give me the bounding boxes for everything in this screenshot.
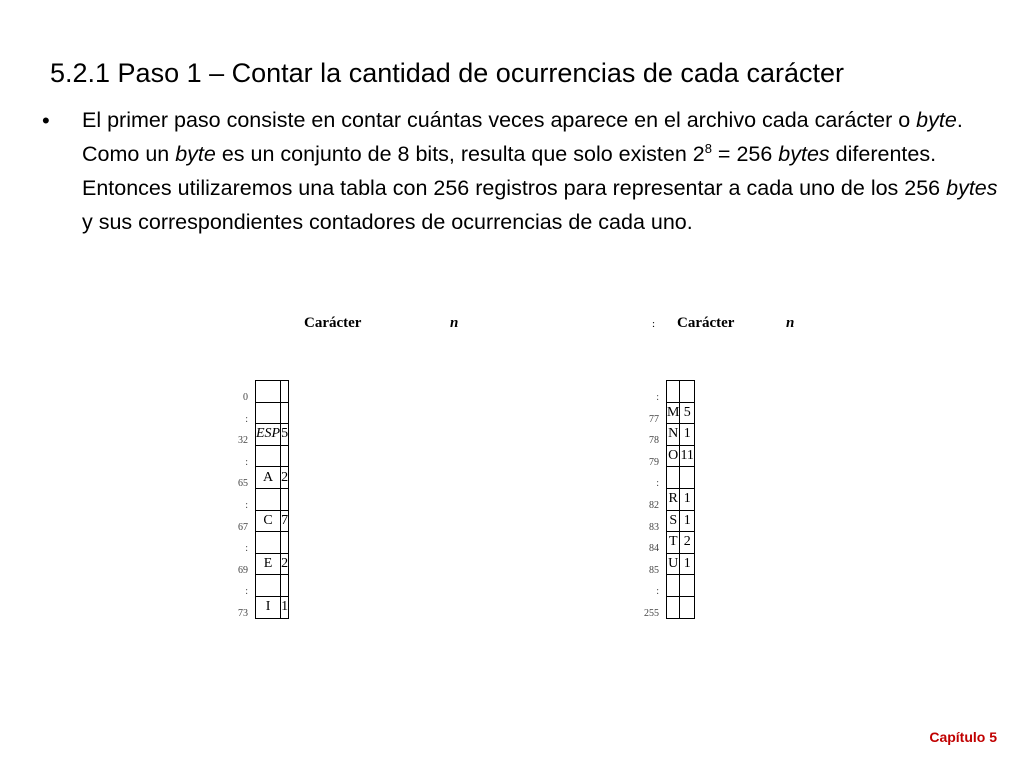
bullet-text-5: es un conjunto de 8 bits, resulta que solo existen 2	[215, 142, 705, 166]
bullet-dot: •	[42, 108, 50, 133]
bullet-text-byte-2: byte	[175, 142, 216, 166]
table-row	[667, 596, 695, 618]
count-cell: 11	[680, 445, 694, 467]
count-cell: 1	[680, 553, 694, 575]
table-row	[256, 381, 289, 403]
count-cell: 5	[680, 402, 694, 424]
count-cell: 1	[680, 510, 694, 532]
table-row	[667, 553, 695, 575]
char-cell	[667, 381, 680, 403]
bullet-exponent: 8	[704, 140, 712, 156]
count-cell	[680, 596, 694, 618]
bullet-text-byte-1: byte	[916, 108, 957, 132]
count-cell	[680, 575, 694, 597]
char-cell: A	[256, 467, 281, 489]
bullet-text-bytes-1: bytes	[778, 142, 830, 166]
count-cell	[281, 532, 289, 554]
left-table	[255, 380, 289, 619]
table-row	[256, 424, 289, 446]
count-cell	[281, 402, 289, 424]
bullet-text-7: = 256	[711, 142, 779, 166]
table-row	[256, 596, 289, 618]
count-cell	[281, 381, 289, 403]
bullet-text-9: diferentes. Entonces utilizaremos una tabla con 256 registros para representar a cada uno de los 256	[82, 142, 947, 200]
slide-title: 5.2.1 Paso 1 – Contar la cantidad de ocurrencias de cada carácter	[50, 58, 844, 89]
row-index-label: :	[245, 456, 248, 468]
row-index-label: 255	[644, 608, 659, 619]
row-index-label: 83	[649, 521, 659, 533]
count-cell: 5	[281, 424, 289, 446]
row-index-label: 73	[238, 608, 248, 619]
row-index-label: :	[245, 586, 248, 598]
count-cell: 1	[680, 424, 694, 446]
count-cell	[281, 488, 289, 510]
char-cell	[256, 532, 281, 554]
table-row	[667, 424, 695, 446]
chapter-footer: Capítulo 5	[929, 729, 997, 745]
char-cell: N	[667, 424, 680, 446]
char-cell	[667, 467, 680, 489]
char-cell: I	[256, 596, 281, 618]
row-index-label: :	[656, 586, 659, 598]
table-row	[256, 488, 289, 510]
right-header-char: Carácter	[677, 315, 735, 331]
char-cell: C	[256, 510, 281, 532]
row-index-label: 79	[649, 456, 659, 468]
count-cell	[281, 445, 289, 467]
count-cell	[281, 575, 289, 597]
right-table	[666, 380, 695, 619]
bullet-text-bytes-2: bytes	[946, 176, 998, 200]
count-cell: 2	[281, 553, 289, 575]
char-cell	[667, 596, 680, 618]
count-cell	[680, 381, 694, 403]
char-cell: R	[667, 488, 680, 510]
table-row	[667, 575, 695, 597]
char-cell: ESP	[256, 424, 281, 446]
table-row	[667, 532, 695, 554]
bullet-text-11: y sus correspondientes contadores de ocurrencias de cada uno.	[82, 210, 693, 234]
char-cell: E	[256, 553, 281, 575]
left-header-char: Carácter	[304, 315, 362, 331]
char-cell	[256, 488, 281, 510]
row-index-label: :	[656, 392, 659, 403]
table-row	[256, 467, 289, 489]
char-cell: U	[667, 553, 680, 575]
bullet-paragraph	[82, 103, 1012, 239]
table-row	[256, 510, 289, 532]
char-cell	[256, 445, 281, 467]
row-index-label: 85	[649, 564, 659, 576]
table-row	[667, 467, 695, 489]
char-cell: O	[667, 445, 680, 467]
count-cell: 2	[680, 532, 694, 554]
table-row	[256, 445, 289, 467]
char-cell: M	[667, 402, 680, 424]
row-index-label: :	[245, 500, 248, 511]
bullet-text-3: . Como un	[82, 108, 963, 166]
count-cell	[680, 467, 694, 489]
left-header-n: n	[450, 315, 459, 331]
char-cell: T	[667, 532, 680, 554]
table-row	[256, 402, 289, 424]
row-index-label: :	[656, 478, 659, 490]
right-header-colon: :	[652, 318, 656, 330]
char-cell: S	[667, 510, 680, 532]
row-index-label: 67	[238, 521, 248, 533]
count-cell: 1	[281, 596, 289, 618]
table-row	[256, 553, 289, 575]
count-cell: 1	[680, 488, 694, 510]
table-row	[667, 381, 695, 403]
row-index-label: 77	[649, 413, 659, 425]
row-index-label: 78	[649, 435, 659, 447]
char-cell	[256, 575, 281, 597]
row-index-label: 69	[238, 564, 248, 576]
row-index-label: 82	[649, 500, 659, 511]
table-row	[667, 402, 695, 424]
row-index-label: 32	[238, 435, 248, 447]
row-index-label: 65	[238, 478, 248, 490]
table-row	[667, 445, 695, 467]
table-row	[256, 575, 289, 597]
bullet-text-1: El primer paso consiste en contar cuántas veces aparece en el archivo cada carácter o	[82, 108, 917, 132]
right-header-n: n	[786, 315, 795, 331]
row-index-label: 0	[243, 392, 248, 403]
row-index-label: :	[245, 413, 248, 425]
row-index-label: :	[245, 543, 248, 555]
table-row	[667, 510, 695, 532]
table-row	[667, 488, 695, 510]
row-index-label: 84	[649, 543, 659, 555]
count-cell: 7	[281, 510, 289, 532]
char-cell	[256, 402, 281, 424]
char-cell	[667, 575, 680, 597]
table-row	[256, 532, 289, 554]
count-cell: 2	[281, 467, 289, 489]
char-cell	[256, 381, 281, 403]
